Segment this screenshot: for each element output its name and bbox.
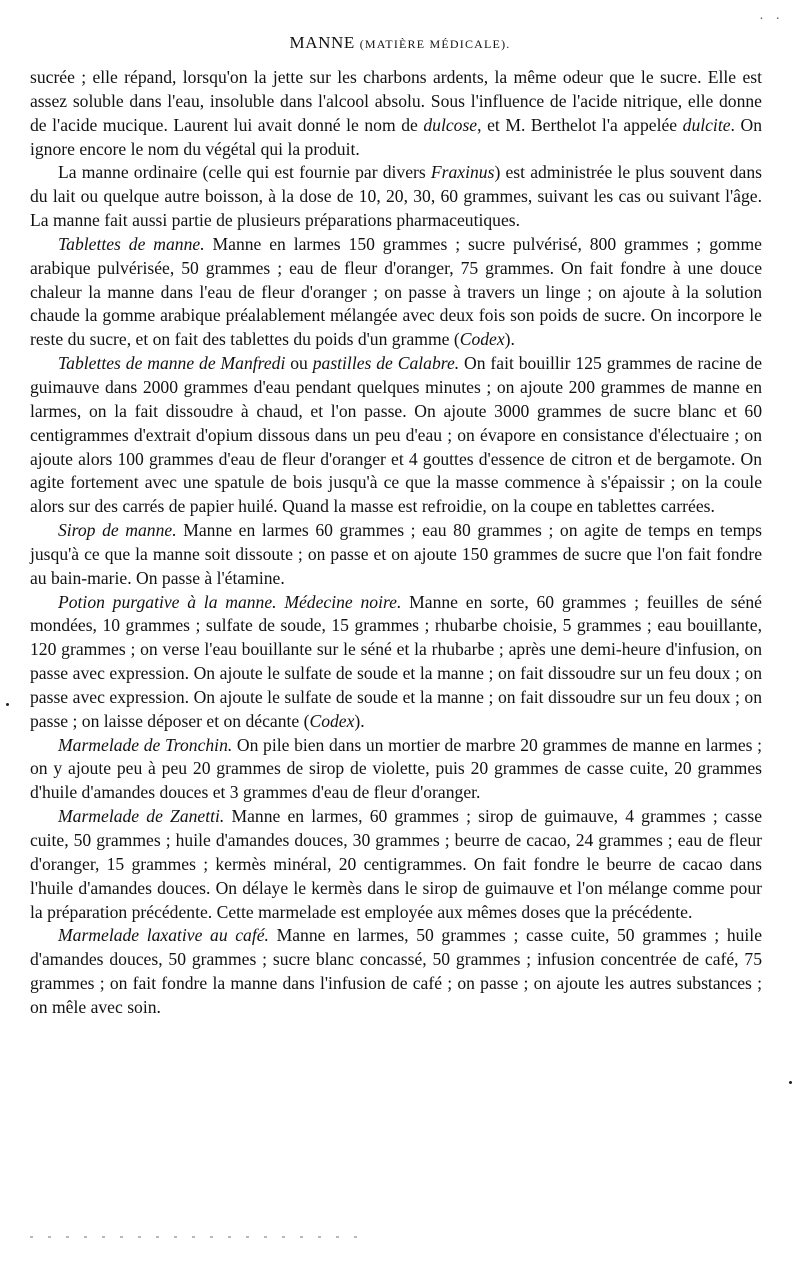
italic-term: Fraxinus: [430, 162, 495, 183]
recipe-title: Potion purgative à la manne. Médecine noire.: [58, 591, 402, 612]
paragraph-manne-ordinaire: [30, 161, 762, 233]
text-run: On pile bien dans un mortier de marbre 20 grammes de manne en larmes ; on y ajoute peu à peu 20 grammes de sirop de violette, puis 20 grammes de casse cuite, 20 grammes d'huile d'amandes douces et 3 grammes d'eau de fleur d'oranger.: [30, 734, 762, 803]
text-run: , et M. Berthelot l'a appelée: [477, 114, 683, 135]
scan-speck: [789, 1081, 792, 1084]
paragraph-marmelade-zanetti: [30, 805, 762, 924]
text-run: Manne en larmes 150 grammes ; sucre pulvérisé, 800 grammes ; gomme arabique pulvérisée, 50 grammes ; eau de fleur d'oranger, 75 grammes. On fait fondre à une douce chaleur la manne dans l'eau de fleur d'oranger ; on passe à travers un linge ; on ajoute à la solution chaude la gomme arabique préalablement mélangée avec deux fois son poids de sucre. On incorpore le reste du sucre, et on fait des tablettes du poids d'un gramme (: [30, 233, 762, 350]
italic-term: Codex: [459, 329, 505, 350]
paragraph-sirop-de-manne: [30, 519, 762, 591]
text-run: ) est administrée le plus souvent dans du lait ou quelque autre boisson, à la dose de 10, 20, 30, 60 grammes, suivant les cas ou suivant l'âge. La manne fait aussi partie de plusieurs préparations pharmaceutiques.: [30, 162, 762, 231]
text-run: On fait bouillir 125 grammes de racine de guimauve dans 2000 grammes d'eau pendant quelques minutes ; on ajoute 200 grammes de manne en larmes, on la fait dissoudre à chaud, et l'on passe. On ajoute 3000 grammes de sucre blanc et 60 centigrammes d'extrait d'opium dissous dans un peu d'eau ; on évapore en consistance d'électuaire ; on ajoute alors 100 grammes d'eau de fleur d'oranger et 4 gouttes d'essence de citron et de bergamote. On agite fortement avec une spatule de bois jusqu'à ce que la masse commence à s'épaissir ; on la coule alors sur des carrés de papier huilé. Quand la masse est refroidie, on la coupe en tablettes carrées.: [30, 353, 763, 517]
recipe-title: Tablettes de manne de Manfredi: [58, 353, 286, 374]
recipe-title: Sirop de manne.: [58, 520, 177, 541]
text-run: Manne en sorte, 60 grammes ; feuilles de séné mondées, 10 grammes ; sulfate de soude, 15 grammes ; rhubarbe choisie, 5 grammes ; eau bouillante, 120 grammes ; on verse l'eau bouillante sur le séné et la rhubarbe ; après une demi-heure d'infusion, on passe avec expression. On ajoute le sulfate de soude et la manne ; on fait dissoudre sur un feu doux ; on passe avec expression. On ajoute le sulfate de soude et la manne ; on fait dissoudre sur un feu doux ; on passe ; on laisse déposer et on décante (: [30, 591, 762, 731]
text-run: Manne en larmes 60 grammes ; eau 80 grammes ; on agite de temps en temps jusqu'à ce que la manne soit dissoute ; on passe et on ajoute 150 grammes de sucre que l'on fait fondre au bain-marie. On passe à l'étamine.: [30, 520, 762, 588]
paragraph-continuation: [30, 66, 762, 161]
running-head-title: MANNE: [289, 33, 355, 52]
recipe-title: Marmelade de Tronchin.: [58, 734, 233, 755]
recipe-title: Marmelade laxative au café.: [58, 925, 269, 946]
italic-term: Codex: [309, 710, 355, 731]
paragraph-marmelade-tronchin: [30, 734, 762, 806]
paragraph-potion-purgative: [30, 591, 762, 734]
paragraph-tablettes-manfredi: [30, 352, 762, 519]
text-run: ou: [285, 353, 313, 374]
recipe-title: pastilles de Calabre.: [312, 353, 460, 374]
recipe-title: Tablettes de manne.: [58, 233, 205, 254]
text-run: sucrée ; elle répand, lorsqu'on la jette sur les charbons ardents, la même odeur que le sucre. Elle est assez soluble dans l'eau, insoluble dans l'alcool absolu. Sous l'influence de l'acide nitrique, elle donne de l'acide mucique. Laurent lui avait donné le nom de: [30, 67, 762, 135]
recipe-title: Marmelade de Zanetti.: [58, 806, 225, 827]
scan-speck: [6, 703, 9, 706]
text-run: Manne en larmes, 50 grammes ; casse cuite, 50 grammes ; huile d'amandes douces, 50 grammes ; sucre blanc concassé, 50 grammes ; infusion concentrée de café, 75 grammes ; on fait fondre la manne dans l'infusion de café ; on passe ; on ajoute les autres substances ; on mêle avec soin.: [30, 925, 762, 1017]
corner-mark: · ·: [759, 12, 784, 27]
text-run: ).: [504, 329, 515, 350]
text-run: Manne en larmes, 60 grammes ; sirop de guimauve, 4 grammes ; casse cuite, 50 grammes ; huile d'amandes douces, 30 grammes ; beurre de cacao, 24 grammes ; eau de fleur d'oranger, 15 grammes ; kermès minéral, 20 centigrammes. On fait fondre le beurre de cacao dans l'huile d'amandes douces. On délaye le kermès dans le sirop de guimauve et l'on mélange comme pour la préparation précédente. Cette marmelade est employée aux mêmes doses que la précédente.: [30, 806, 762, 922]
paragraph-marmelade-laxative: [30, 924, 762, 1019]
text-run: ).: [354, 710, 365, 731]
scan-footer-dots: [30, 1236, 370, 1238]
text-run: La manne ordinaire (celle qui est fournie par divers: [58, 162, 431, 183]
paragraph-tablettes-de-manne: [30, 233, 762, 352]
running-head: [0, 33, 800, 53]
body-text: [30, 66, 762, 1020]
text-run: . On ignore encore le nom du végétal qui la produit.: [30, 114, 762, 159]
italic-term: dulcose: [423, 114, 478, 135]
italic-term: dulcite: [682, 114, 731, 135]
running-head-subtitle: (MATIÈRE MÉDICALE).: [359, 37, 511, 51]
